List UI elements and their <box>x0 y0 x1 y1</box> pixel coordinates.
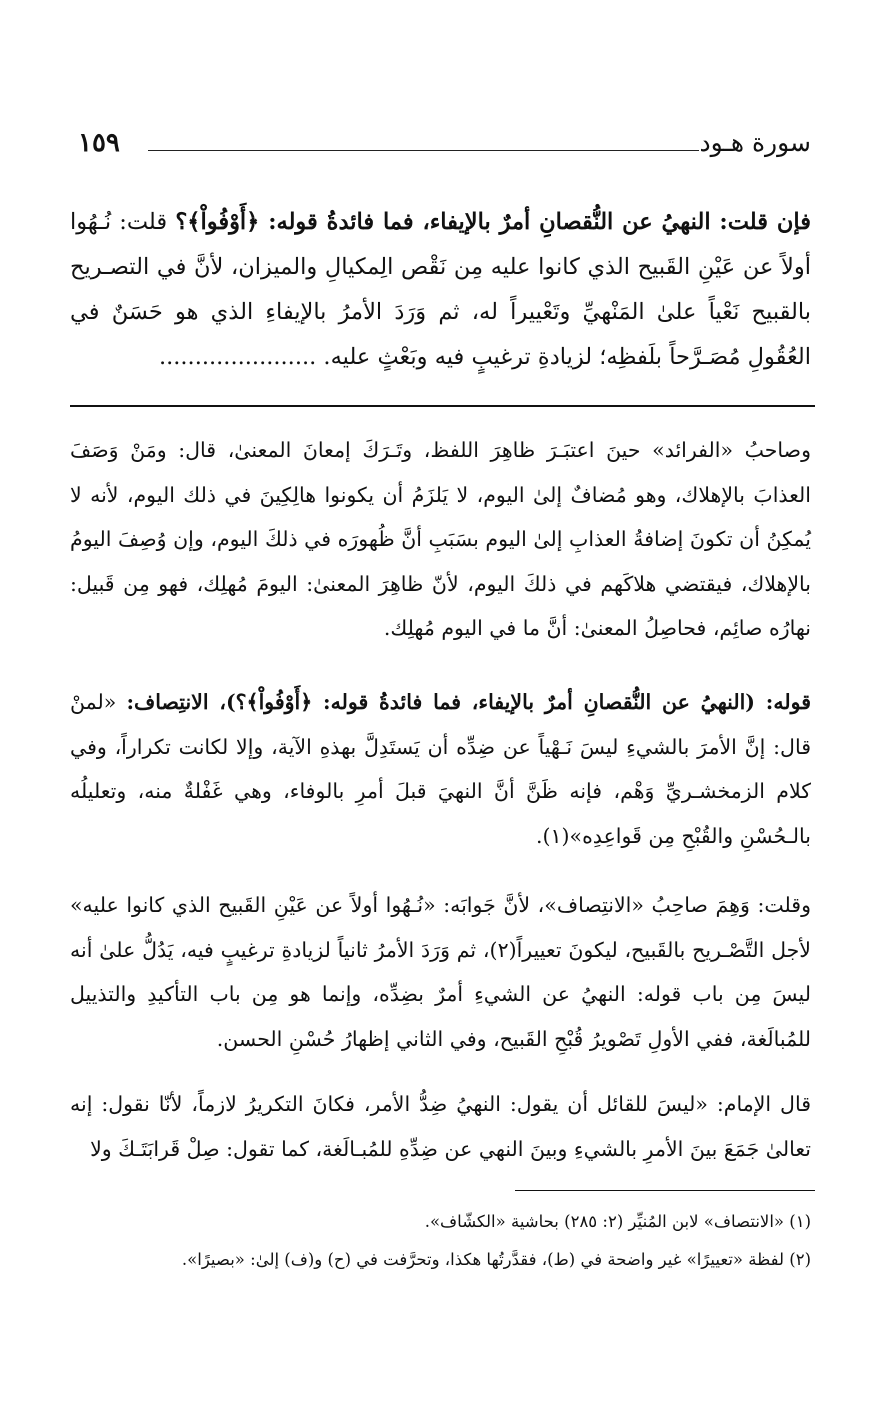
commentary-quote-heading: قوله: (النهيُ عن النُّقصانِ أمرٌ بالإيفاء، فما فائدةُ قوله: ﴿أَوْفُواْ﴾؟)، الانتِصاف: <box>126 690 811 714</box>
commentary-quote-body: «لمنْ قال: إنَّ الأمرَ بالشيءِ ليسَ نَـهْياً عن ضِدِّه أن يَستَدِلَّ بهذهِ الآية، وإلا لكانت تكراراً، وفي كلام الزمخشـريِّ وَهْم، فإنه ظَنَّ أنَّ النهيَ قبلَ أمرِ بالوفاء، وهي غَفْلةٌ منه، وتعليلُه بالـحُسْنِ والقُبْحِ مِن قَواعِدِه»(١). <box>70 690 811 848</box>
commentary-paragraph-2 <box>70 680 811 858</box>
commentary-paragraph-3: وقلت: وَهِمَ صاحِبُ «الانتِصاف»، لأنَّ جَوابَه: «نُـهُوا أولاً عن عَيْنِ القَبيح الذي كانوا عليه» لأجل التَّصْـريح بالقَبيح، ليكونَ تعييراً(٢)، ثم وَرَدَ الأمرُ ثانياً لزيادةِ ترغيبٍ فيه، يَدُلُّ علىٰ أنه ليسَ مِن باب قوله: النهيُ عن الشيءِ أمرٌ بضِدِّه، وإنما هو مِن باب التأكيدِ والتذييل للمُبالَغة، ففي الأولِ تَصْويرُ قُبْحِ القَبيح، وفي الثاني إظهارُ حُسْنِ الحسن. <box>70 893 811 1051</box>
commentary-paragraph-1: وصاحبُ «الفرائد» حينَ اعتبَـرَ ظاهِرَ اللفظ، وتَـرَكَ إمعانَ المعنىٰ، قال: ومَنْ وَصَفَ العذابَ بالإهلاك، وهو مُضافٌ إلىٰ اليوم، لا يَلزَمُ أن يكونوا هالِكِينَ في ذلك اليوم، لأنه لا يُمكِنُ أن تكونَ إضافةُ العذابِ إلىٰ اليوم بسَبَبِ أنَّ ظُهورَه في ذلكَ اليوم، وإن وُصِفَ اليومُ بالإهلاك، فيقتضي هلاكَهم في ذلكَ اليوم، لأنّ ظاهِرَ المعنىٰ: اليومَ مُهلِك، فهو مِن قَبيل: نهارُه صائِم، فحاصِلُ المعنىٰ: أنَّ ما في اليوم مُهلِك. <box>70 438 811 640</box>
page-number: ١٥٩ <box>78 128 120 158</box>
page-header <box>70 128 811 168</box>
surah-title: سورة هـود <box>699 128 811 157</box>
footnote-2: (٢) لفظة «تعييرًا» غير واضحة في (ط)، فقدَّرتُها هكذا، وتحرَّفت في (ح) و(ف) إلىٰ: «بصيرًا». <box>181 1250 811 1269</box>
main-text <box>70 200 811 380</box>
header-rule <box>148 150 699 151</box>
footnote-divider <box>515 1190 815 1191</box>
main-question: فإن قلت: النهيُ عن النُّقصانِ أمرٌ بالإيفاء، فما فائدةُ قوله: ﴿أَوْفُواْ﴾؟ <box>175 209 811 235</box>
main-answer: قلت: نُـهُوا أولاً عن عَيْنِ القَبيح الذي كانوا عليه مِن نَقْص الِمكيالِ والميزان، لأنَّ في التصـريح بالقبيح نَعْياً علىٰ المَنْهيِّ وتَعْييراً له، ثم وَرَدَ الأمرُ بالإيفاءِ الذي هو حَسَنٌ في العُقُولِ مُصَـرَّحاً بلَفظِه؛ لزيادةِ ترغيبٍ فيه وبَعْثٍ عليه. ...................... <box>70 209 811 370</box>
footnote-1: (١) «الانتصاف» لابن المُنيِّر (٢: ٢٨٥) بحاشية «الكشّاف». <box>424 1212 811 1231</box>
main-divider <box>70 405 815 407</box>
commentary-paragraph-4: قال الإمام: «ليسَ للقائل أن يقول: النهيُ ضِدُّ الأمر، فكانَ التكريرُ لازماً، لأنّا نقول: إنه تعالىٰ جَمَعَ بينَ الأمرِ بالشيءِ وبينَ النهي عن ضِدِّهِ للمُبـالَغة، كما تقول: صِلْ قَرابَتَـكَ ولا <box>70 1092 811 1161</box>
